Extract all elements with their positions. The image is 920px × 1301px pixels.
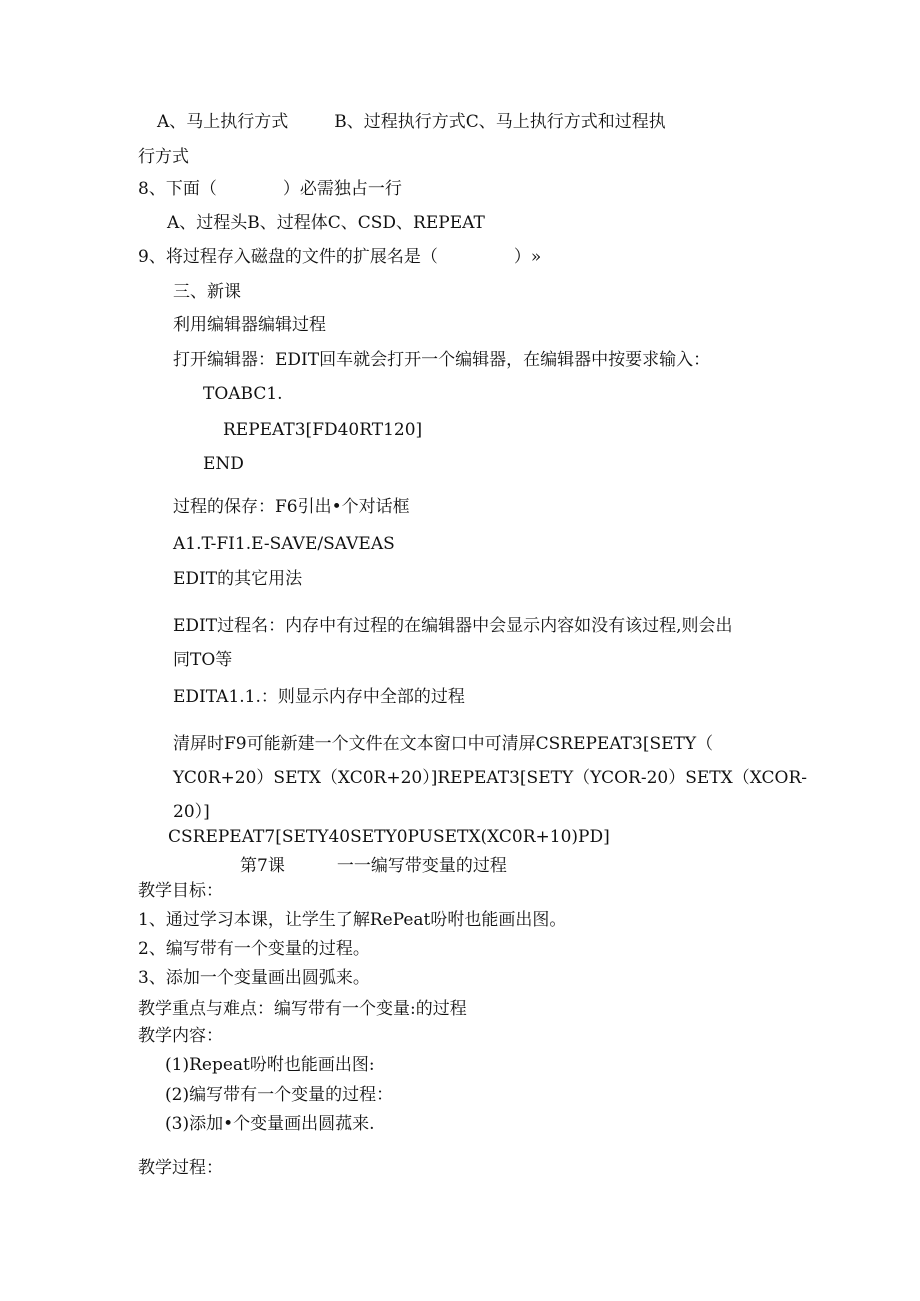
q7-options-line [157, 111, 666, 133]
lesson7-title-text: 一一编写带变量的过程 [336, 856, 507, 876]
goal-item: 2、编写带有一个变量的过程。 [138, 939, 370, 959]
code-line: REPEAT3[FD40RT120] [223, 420, 423, 440]
clear-screen-code-2: CSREPEAT7[SETY40SETY0PUSETX(XC0R+10)PD] [168, 827, 610, 847]
clear-screen-text: 清屏时F9可能新建一个文件在文本窗口中可清屏CSREPEAT3[SETY（ [173, 734, 714, 754]
goal-item: 3、添加一个变量画出圆弧来。 [138, 968, 370, 988]
edit-title: 利用编辑器编辑过程 [173, 315, 326, 335]
edit-other-heading: EDIT的其它用法 [173, 569, 303, 589]
lesson7-title [240, 855, 507, 877]
goals-heading: 教学目标： [138, 881, 223, 901]
code-line: END [203, 454, 244, 474]
content-heading: 教学内容： [138, 1026, 223, 1046]
q8-options: A、过程头B、过程体C、CSD、REPEAT [167, 213, 485, 233]
clear-screen-code: YC0R+20）SETX（XC0R+20）]REPEAT3[SETY（YCOR-20）SETX（XCOR- [173, 768, 807, 788]
edit-all-text: EDITA1.1.：则显示内存中全部的过程 [173, 687, 465, 707]
save-text: 过程的保存：F6引出•个对话框 [173, 497, 410, 517]
clear-screen-code-cont: 20）] [173, 802, 210, 822]
new-lesson-heading: 三、新课 [173, 282, 241, 302]
content-item: (3)添加•个变量画出圆菰来. [165, 1114, 375, 1134]
content-item: (2)编写带有一个变量的过程： [165, 1085, 394, 1105]
content-item: (1)Repeat吩咐也能画出图: [165, 1055, 375, 1075]
goal-item: 1、通过学习本课，让学生了解RePeat吩咐也能画出图。 [138, 910, 567, 930]
q7-option-bc: B、过程执行方式C、马上执行方式和过程执 [334, 112, 666, 132]
process-heading: 教学过程： [138, 1158, 223, 1178]
edit-name-text-cont: 同TO等 [173, 650, 233, 670]
key-points-text: 教学重点与难点：编写带有一个变量:的过程 [138, 999, 467, 1019]
q8-question-start: 8、下面（ [138, 179, 217, 199]
q7-option-continued: 行方式 [138, 147, 189, 167]
edit-name-text: EDIT过程名：内存中有过程的在编辑器中会显示内容如没有该过程,则会出 [173, 616, 733, 636]
lesson7-title-number: 第7课 [240, 856, 285, 876]
q7-option-a: A、马上执行方式 [157, 112, 289, 132]
code-line: TOABC1. [203, 384, 283, 404]
q8-question [138, 178, 402, 200]
q8-question-end: ）必需独占一行 [282, 179, 402, 199]
open-editor-text: 打开编辑器：EDIT回车就会打开一个编辑器，在编辑器中按要求输入： [173, 350, 711, 370]
q9-question [138, 246, 541, 268]
q9-question-start: 9、将过程存入磁盘的文件的扩展名是（ [138, 247, 438, 267]
save-path-text: A1.T-FI1.E-SAVE/SAVEAS [173, 534, 395, 554]
q9-question-end: ）» [513, 247, 542, 267]
